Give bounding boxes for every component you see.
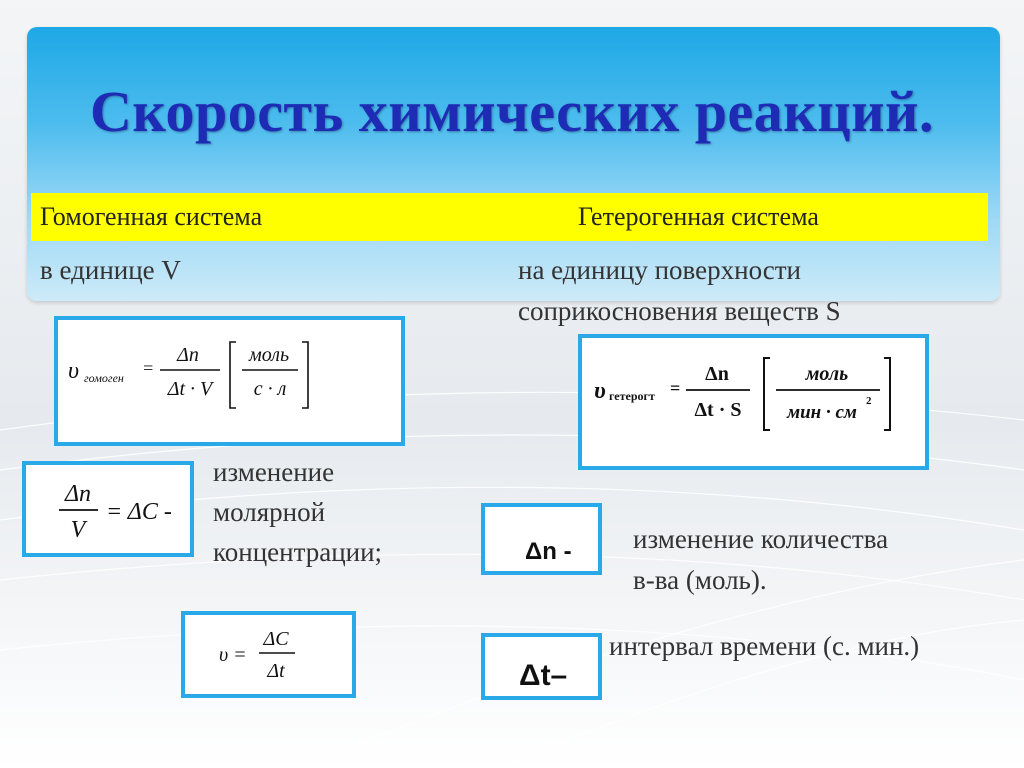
formula-lhs-symbol: υ xyxy=(594,378,606,404)
concentration-formula xyxy=(26,465,190,553)
formula-text: Δn - xyxy=(525,538,572,565)
svg-text:=: = xyxy=(670,378,681,398)
concentration-desc-line1: изменение xyxy=(213,457,335,487)
formula-unit-bottom: с · л xyxy=(253,378,287,400)
homogeneous-per-unit: в единице V xyxy=(40,255,181,285)
amount-formula-box xyxy=(481,503,602,575)
amount-formula xyxy=(485,507,598,571)
formula-denominator: V xyxy=(70,517,86,543)
heterogeneous-per-unit-line2: соприкосновения веществ S xyxy=(518,296,841,326)
amount-desc-line1: изменение количества xyxy=(633,524,889,554)
heterogeneous-formula-box xyxy=(578,334,929,470)
formula-numerator: Δn xyxy=(64,481,92,507)
formula-denominator: Δt · V xyxy=(167,378,213,400)
svg-text:=: = xyxy=(142,358,155,378)
formula-lhs-subscript: гетерогт xyxy=(609,389,655,403)
slide-title: Скорость химических реакций. xyxy=(90,79,934,144)
amount-desc-line2: в-ва (моль). xyxy=(633,565,767,595)
formula-lhs-symbol: υ xyxy=(68,358,80,384)
heterogeneous-header: Гетерогенная система xyxy=(578,202,819,231)
homogeneous-formula xyxy=(58,320,401,442)
formula-lhs: υ = xyxy=(219,644,247,666)
formula-numerator: ΔC xyxy=(263,628,289,650)
rate-formula xyxy=(185,615,352,694)
homogeneous-header: Гомогенная система xyxy=(40,202,263,231)
concentration-desc-line3: концентрации; xyxy=(213,537,383,567)
interval-desc: интервал времени (с. мин.) xyxy=(609,631,920,661)
formula-unit-bottom: мин · см xyxy=(787,402,857,423)
rate-formula-box xyxy=(181,611,356,698)
concentration-desc-line2: молярной xyxy=(213,497,326,527)
formula-rhs: = ΔC - xyxy=(106,499,172,525)
homogeneous-formula-box xyxy=(54,316,405,446)
formula-denominator: Δt xyxy=(267,660,285,682)
heterogeneous-per-unit-line1: на единицу поверхности xyxy=(518,255,801,285)
formula-unit-top: моль xyxy=(248,344,290,366)
formula-unit-exponent: 2 xyxy=(866,395,872,407)
formula-numerator: Δn xyxy=(177,344,199,366)
formula-numerator: Δn xyxy=(705,363,729,385)
formula-unit-top: моль xyxy=(805,363,849,385)
formula-lhs-subscript: гомоген xyxy=(84,371,124,385)
interval-formula-box xyxy=(481,633,602,700)
heterogeneous-formula xyxy=(582,338,925,466)
concentration-formula-box xyxy=(22,461,194,557)
interval-formula xyxy=(485,637,598,696)
formula-denominator: Δt · S xyxy=(694,399,742,421)
formula-text: Δt– xyxy=(519,659,568,692)
